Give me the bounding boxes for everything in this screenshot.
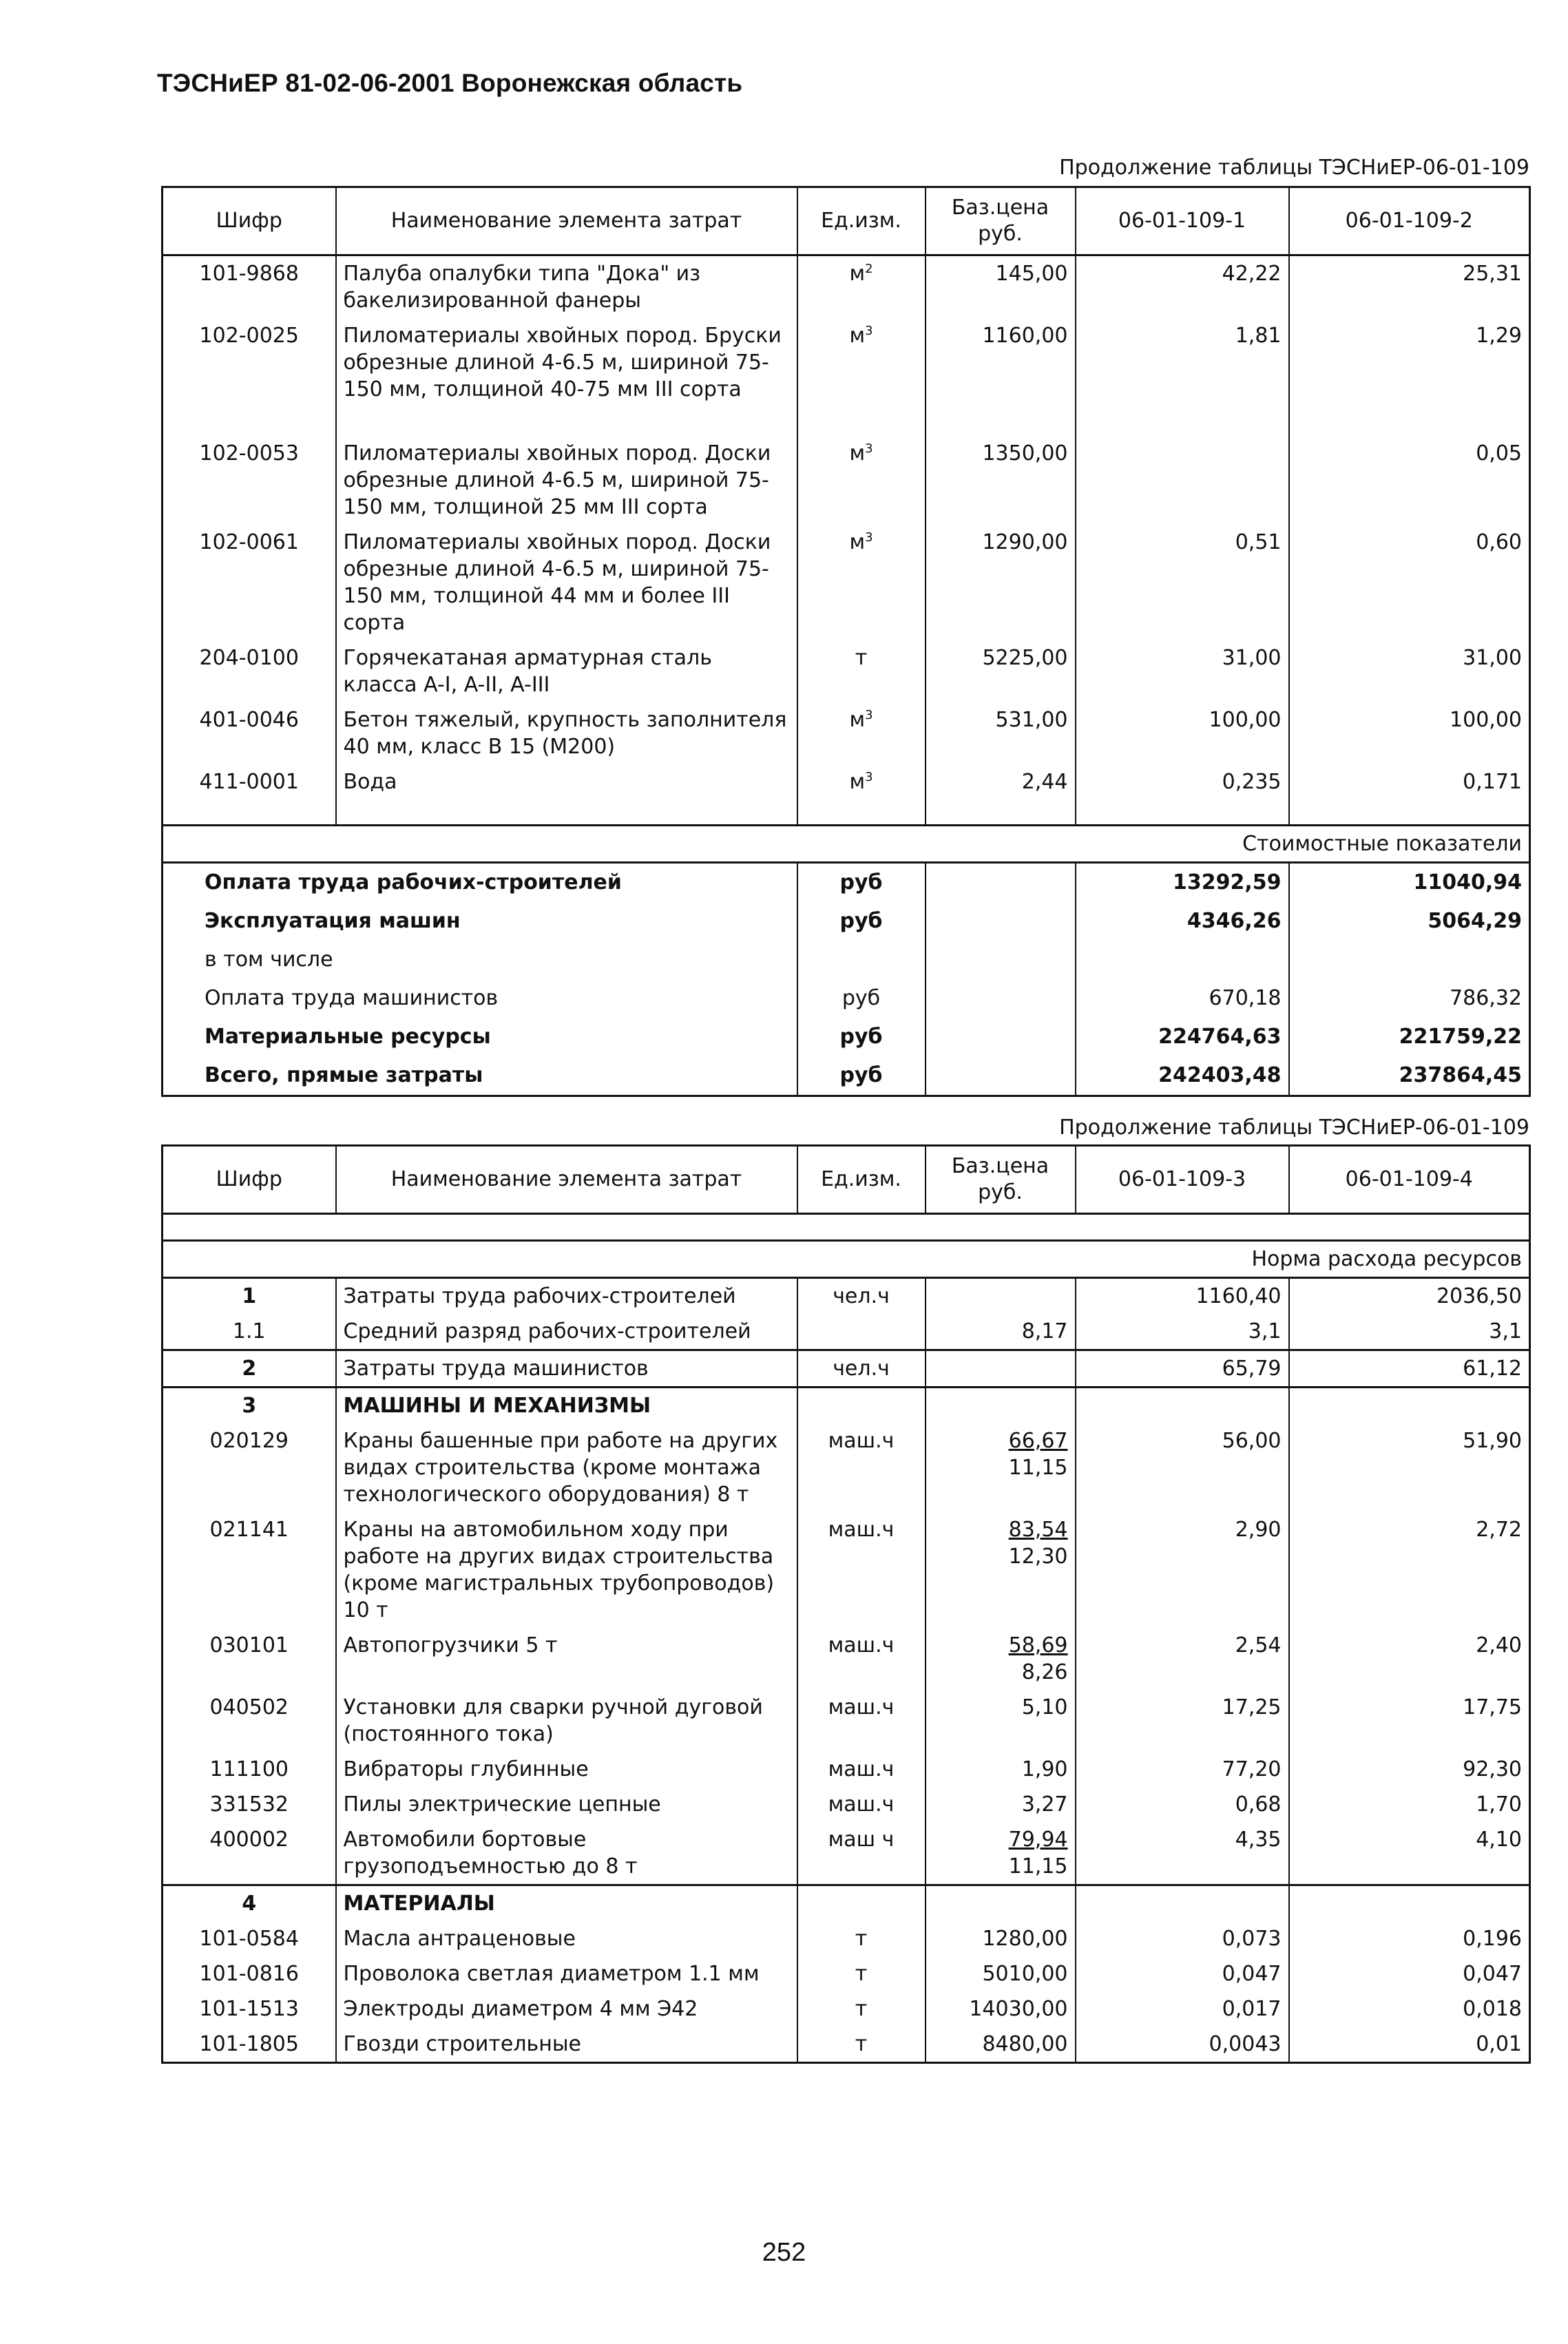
summary-name: Оплата труда машинистов: [205, 986, 499, 1010]
summary-price: [926, 1018, 1076, 1056]
row-price: 8480,00: [926, 2027, 1076, 2063]
row-code: 101-1805: [199, 2032, 299, 2056]
unit-text: т: [855, 646, 868, 670]
table-row: [163, 1921, 1530, 1956]
header-base-price: Баз.цена руб.: [926, 187, 1076, 255]
header-name: Наименование элемента затрат: [336, 1146, 797, 1214]
table-row: [163, 407, 1530, 525]
table-row: [163, 1628, 1530, 1690]
row-value-1: 0,017: [1076, 1991, 1289, 2027]
row-value-2: 0,01: [1289, 2027, 1530, 2063]
row-value-1: 0,235: [1076, 764, 1289, 799]
machine-price: 58,69: [1008, 1633, 1068, 1657]
row-name: Гвозди строительные: [336, 2027, 797, 2063]
unit-text: м: [849, 530, 866, 554]
row-name: Горячекатаная арматурная сталь класса A-I, A-II, A-III: [336, 640, 797, 702]
summary-row: [163, 902, 1530, 941]
resource-table-1: [161, 186, 1531, 1097]
machine-price: 79,94: [1008, 1828, 1068, 1852]
row-price: 1160,00: [926, 318, 1076, 407]
row-code: 1: [242, 1284, 257, 1308]
header-code: Шифр: [163, 1146, 336, 1214]
row-code: 102-0061: [199, 530, 299, 554]
row-price: [926, 1628, 1076, 1690]
table-row: [163, 1956, 1530, 1991]
row-unit: маш.ч: [797, 1752, 926, 1787]
summary-value-1: [1076, 941, 1289, 979]
row-price: 14030,00: [926, 1991, 1076, 2027]
summary-price: [926, 1056, 1076, 1096]
row-code: 204-0100: [199, 646, 299, 670]
row-code: 4: [163, 1885, 336, 1922]
row-value-2: [1289, 1885, 1530, 1922]
row-unit: [797, 1388, 926, 1424]
summary-value-1: 4346,26: [1076, 902, 1289, 941]
table-row: [163, 1350, 1530, 1388]
spacer-cell: [1076, 799, 1289, 826]
unit-exponent: 2: [865, 262, 873, 276]
table-row: [163, 1423, 1530, 1512]
row-price: 145,00: [926, 255, 1076, 319]
row-price: 2,44: [926, 764, 1076, 799]
header-unit: Ед.изм.: [797, 1146, 926, 1214]
row-code: 111100: [209, 1757, 289, 1781]
row-price: 5010,00: [926, 1956, 1076, 1991]
summary-unit: руб: [797, 902, 926, 941]
row-name: Автомобили бортовые грузоподъемностью до 8 т: [336, 1822, 797, 1885]
row-value-2: 4,10: [1289, 1822, 1530, 1885]
table-row: [163, 318, 1530, 407]
row-value-1: 77,20: [1076, 1752, 1289, 1787]
row-value-2: 0,047: [1289, 1956, 1530, 1991]
operator-wage-price: 11,15: [1008, 1456, 1068, 1480]
spacer-cell: [163, 1214, 1530, 1241]
row-price: [926, 1885, 1076, 1922]
row-price: [926, 1278, 1076, 1315]
table-row: [163, 1278, 1530, 1315]
spacer-row: [163, 799, 1530, 826]
row-unit: маш.ч: [797, 1787, 926, 1822]
row-value-1: 65,79: [1076, 1350, 1289, 1388]
row-unit: чел.ч: [797, 1278, 926, 1315]
machine-price: 66,67: [1008, 1429, 1068, 1453]
row-value-2: 2036,50: [1289, 1278, 1530, 1315]
row-name: Краны башенные при работе на других видах строительства (кроме монтажа технологического оборудования) 8 т: [336, 1423, 797, 1512]
row-code: 401-0046: [199, 708, 299, 732]
unit-text: м: [849, 708, 866, 732]
unit-text: м: [849, 262, 866, 286]
row-value-2: 17,75: [1289, 1690, 1530, 1752]
row-code: 3: [163, 1388, 336, 1424]
row-price: [926, 1822, 1076, 1885]
row-name: Автопогрузчики 5 т: [336, 1628, 797, 1690]
summary-price: [926, 979, 1076, 1018]
row-name: Краны на автомобильном ходу при работе на других видах строительства (кроме магистральных трубопроводов) 10 т: [336, 1512, 797, 1628]
resource-norm-label: Норма расхода ресурсов: [163, 1241, 1530, 1278]
header-col-109-4: 06-01-109-4: [1289, 1146, 1530, 1214]
row-value-2: 2,72: [1289, 1512, 1530, 1628]
summary-value-1: 242403,48: [1076, 1056, 1289, 1096]
row-price: 8,17: [926, 1314, 1076, 1350]
row-name: Пилы электрические цепные: [336, 1787, 797, 1822]
row-value-2: [1289, 1388, 1530, 1424]
row-price: [926, 1512, 1076, 1628]
table-row: [163, 1388, 1530, 1424]
row-unit: маш.ч: [797, 1512, 926, 1628]
row-name: Пиломатериалы хвойных пород. Доски обрезные длиной 4-6.5 м, шириной 75-150 мм, толщиной 25 мм III сорта: [336, 407, 797, 525]
row-value-1: 0,51: [1076, 525, 1289, 640]
row-value-2: 61,12: [1289, 1350, 1530, 1388]
row-value-1: 56,00: [1076, 1423, 1289, 1512]
row-code: 101-1513: [199, 1997, 299, 2021]
summary-unit: руб: [797, 1018, 926, 1056]
summary-value-2: 786,32: [1289, 979, 1530, 1018]
row-unit: [797, 407, 926, 525]
row-value-1: 1,81: [1076, 318, 1289, 407]
row-name: Затраты труда машинистов: [336, 1350, 797, 1388]
row-code: 101-0584: [199, 1927, 299, 1951]
table1-continuation-caption: Продолжение таблицы ТЭСНиЕР-06-01-109: [1059, 156, 1529, 180]
row-value-1: 100,00: [1076, 702, 1289, 764]
page-number: 252: [762, 2238, 806, 2267]
header-base-price: Баз.цена руб.: [926, 1146, 1076, 1214]
unit-exponent: 3: [865, 324, 873, 338]
norm-label-row: [163, 1241, 1530, 1278]
row-price: 1280,00: [926, 1921, 1076, 1956]
summary-price: [926, 863, 1076, 903]
summary-value-1: 670,18: [1076, 979, 1289, 1018]
table2-header-row: [163, 1146, 1530, 1214]
row-value-1: 0,047: [1076, 1956, 1289, 1991]
summary-row: [163, 863, 1530, 903]
row-price: 5225,00: [926, 640, 1076, 702]
spacer-cell: [336, 799, 797, 826]
unit-exponent: 3: [865, 530, 873, 545]
row-code: 1.1: [232, 1319, 266, 1343]
row-value-1: [1076, 1388, 1289, 1424]
summary-value-2: 11040,94: [1289, 863, 1530, 903]
row-code: 101-0816: [199, 1962, 299, 1986]
summary-unit: [797, 941, 926, 979]
table-row: [163, 255, 1530, 319]
summary-name: Оплата труда рабочих-строителей: [205, 870, 622, 894]
row-unit: т: [797, 2027, 926, 2063]
summary-value-1: 224764,63: [1076, 1018, 1289, 1056]
unit-exponent: 3: [865, 770, 873, 784]
summary-price: [926, 941, 1076, 979]
table-row: [163, 702, 1530, 764]
row-value-2: 25,31: [1289, 255, 1530, 319]
row-code: 102-0053: [199, 441, 299, 465]
spacer-cell: [1289, 799, 1530, 826]
summary-row: [163, 1056, 1530, 1096]
row-code: 021141: [209, 1518, 289, 1542]
summary-row: [163, 979, 1530, 1018]
header-col-109-3: 06-01-109-3: [1076, 1146, 1289, 1214]
row-value-2: 31,00: [1289, 640, 1530, 702]
row-value-2: 1,29: [1289, 318, 1530, 407]
unit-exponent: 3: [865, 441, 873, 456]
unit-text: м: [849, 324, 866, 348]
row-code: 411-0001: [199, 770, 299, 794]
table-row: [163, 2027, 1530, 2063]
row-value-2: 0,018: [1289, 1991, 1530, 2027]
resource-table-2: [161, 1144, 1531, 2064]
row-price: 531,00: [926, 702, 1076, 764]
row-value-2: 100,00: [1289, 702, 1530, 764]
row-value-1: 31,00: [1076, 640, 1289, 702]
row-value-1: 0,073: [1076, 1921, 1289, 1956]
row-code: 040502: [209, 1695, 289, 1719]
row-value-1: [1076, 1885, 1289, 1922]
summary-value-1: 13292,59: [1076, 863, 1289, 903]
operator-wage-price: 8,26: [1021, 1660, 1068, 1684]
table-row: [163, 764, 1530, 799]
row-code: 101-9868: [199, 262, 299, 286]
row-price: 1290,00: [926, 525, 1076, 640]
row-price: [926, 1350, 1076, 1388]
summary-name: Всего, прямые затраты: [205, 1063, 483, 1087]
table-row: [163, 1822, 1530, 1885]
row-name: Затраты труда рабочих-строителей: [336, 1278, 797, 1315]
table-row: [163, 640, 1530, 702]
summary-name: в том числе: [205, 948, 333, 972]
price-stack: [1009, 1826, 1068, 1880]
row-unit: чел.ч: [797, 1350, 926, 1388]
row-unit: [797, 1885, 926, 1922]
row-value-2: 1,70: [1289, 1787, 1530, 1822]
row-code: 400002: [209, 1828, 289, 1852]
row-price: [926, 1423, 1076, 1512]
operator-wage-price: 11,15: [1008, 1854, 1068, 1879]
row-price: 5,10: [926, 1690, 1076, 1752]
row-price: 3,27: [926, 1787, 1076, 1822]
row-code: 2: [163, 1350, 336, 1388]
row-value-2: 0,60: [1289, 525, 1530, 640]
cost-indicators-label: Стоимостные показатели: [163, 826, 1530, 863]
row-name: Электроды диаметром 4 мм Э42: [336, 1991, 797, 2027]
row-unit: [797, 255, 926, 319]
summary-value-2: 221759,22: [1289, 1018, 1530, 1056]
summary-value-2: 5064,29: [1289, 902, 1530, 941]
row-unit: маш.ч: [797, 1423, 926, 1512]
spacer-cell: [163, 799, 336, 826]
row-name: Вода: [336, 764, 797, 799]
row-code: 030101: [209, 1633, 289, 1657]
header-col-109-1: 06-01-109-1: [1076, 187, 1289, 255]
header-col-109-2: 06-01-109-2: [1289, 187, 1530, 255]
row-value-2: 51,90: [1289, 1423, 1530, 1512]
row-name: Проволока светлая диаметром 1.1 мм: [336, 1956, 797, 1991]
row-name: Палуба опалубки типа "Дока" из бакелизированной фанеры: [336, 255, 797, 319]
table-row: [163, 1787, 1530, 1822]
row-value-1: 2,90: [1076, 1512, 1289, 1628]
unit-text: м: [849, 441, 866, 465]
row-value-2: 0,05: [1289, 407, 1530, 525]
table-row: [163, 1512, 1530, 1628]
row-price: [926, 1388, 1076, 1424]
header-unit: Ед.изм.: [797, 187, 926, 255]
table-row: [163, 1690, 1530, 1752]
row-unit: маш ч: [797, 1822, 926, 1885]
document-title: ТЭСНиЕР 81-02-06-2001 Воронежская область: [157, 69, 743, 97]
cost-indicators-row: [163, 826, 1530, 863]
row-code: 331532: [209, 1792, 289, 1817]
row-value-1: 2,54: [1076, 1628, 1289, 1690]
row-value-1: 42,22: [1076, 255, 1289, 319]
row-name: Установки для сварки ручной дуговой (постоянного тока): [336, 1690, 797, 1752]
row-unit: т: [797, 1921, 926, 1956]
row-unit: [797, 318, 926, 407]
row-unit: т: [797, 1956, 926, 1991]
summary-unit: руб: [797, 863, 926, 903]
summary-unit: руб: [797, 979, 926, 1018]
row-value-1: 3,1: [1076, 1314, 1289, 1350]
spacer-row: [163, 1214, 1530, 1241]
row-name: Средний разряд рабочих-строителей: [336, 1314, 797, 1350]
operator-wage-price: 12,30: [1008, 1545, 1068, 1569]
row-price: 1350,00: [926, 407, 1076, 525]
table-row: [163, 1314, 1530, 1350]
unit-exponent: 3: [865, 708, 873, 722]
header-code: Шифр: [163, 187, 336, 255]
row-value-1: 0,68: [1076, 1787, 1289, 1822]
row-price: 1,90: [926, 1752, 1076, 1787]
row-value-1: [1076, 407, 1289, 525]
row-unit: [797, 702, 926, 764]
row-unit: [797, 764, 926, 799]
row-name: Пиломатериалы хвойных пород. Доски обрезные длиной 4-6.5 м, шириной 75-150 мм, толщиной 44 мм и более III сорта: [336, 525, 797, 640]
unit-text: м: [849, 770, 866, 794]
row-unit: [797, 525, 926, 640]
row-name: Пиломатериалы хвойных пород. Бруски обрезные длиной 4-6.5 м, шириной 75-150 мм, толщиной 40-75 мм III сорта: [336, 318, 797, 407]
spacer-cell: [797, 799, 926, 826]
row-name: Масла антраценовые: [336, 1921, 797, 1956]
summary-row: [163, 1018, 1530, 1056]
row-value-1: 1160,40: [1076, 1278, 1289, 1315]
spacer-cell: [926, 799, 1076, 826]
row-value-2: 2,40: [1289, 1628, 1530, 1690]
row-code: 102-0025: [199, 324, 299, 348]
row-value-2: 0,196: [1289, 1921, 1530, 1956]
table1-header-row: [163, 187, 1530, 255]
row-value-1: 17,25: [1076, 1690, 1289, 1752]
machine-price: 83,54: [1008, 1518, 1068, 1542]
summary-name: Материальные ресурсы: [205, 1025, 491, 1049]
price-stack: [1009, 1427, 1068, 1481]
row-value-1: 4,35: [1076, 1822, 1289, 1885]
row-code: 020129: [209, 1429, 289, 1453]
row-unit: маш.ч: [797, 1690, 926, 1752]
price-stack: [1009, 1632, 1068, 1686]
summary-name: Эксплуатация машин: [205, 909, 461, 933]
row-value-2: 0,171: [1289, 764, 1530, 799]
row-name: Бетон тяжелый, крупность заполнителя 40 мм, класс В 15 (М200): [336, 702, 797, 764]
row-value-2: 3,1: [1289, 1314, 1530, 1350]
table-row: [163, 1991, 1530, 2027]
row-unit: маш.ч: [797, 1628, 926, 1690]
row-name: МАТЕРИАЛЫ: [336, 1885, 797, 1922]
row-value-2: 92,30: [1289, 1752, 1530, 1787]
table-row: [163, 1885, 1530, 1922]
row-value-1: 0,0043: [1076, 2027, 1289, 2063]
row-unit: [797, 1314, 926, 1350]
row-unit: т: [797, 1991, 926, 2027]
summary-unit: руб: [797, 1056, 926, 1096]
row-unit: [797, 640, 926, 702]
summary-row: [163, 941, 1530, 979]
summary-value-2: [1289, 941, 1530, 979]
row-name: Вибраторы глубинные: [336, 1752, 797, 1787]
summary-price: [926, 902, 1076, 941]
table-row: [163, 525, 1530, 640]
price-stack: [1009, 1516, 1068, 1570]
row-name: МАШИНЫ И МЕХАНИЗМЫ: [336, 1388, 797, 1424]
table-row: [163, 1752, 1530, 1787]
header-name: Наименование элемента затрат: [336, 187, 797, 255]
table2-continuation-caption: Продолжение таблицы ТЭСНиЕР-06-01-109: [1059, 1116, 1529, 1140]
summary-value-2: 237864,45: [1289, 1056, 1530, 1096]
